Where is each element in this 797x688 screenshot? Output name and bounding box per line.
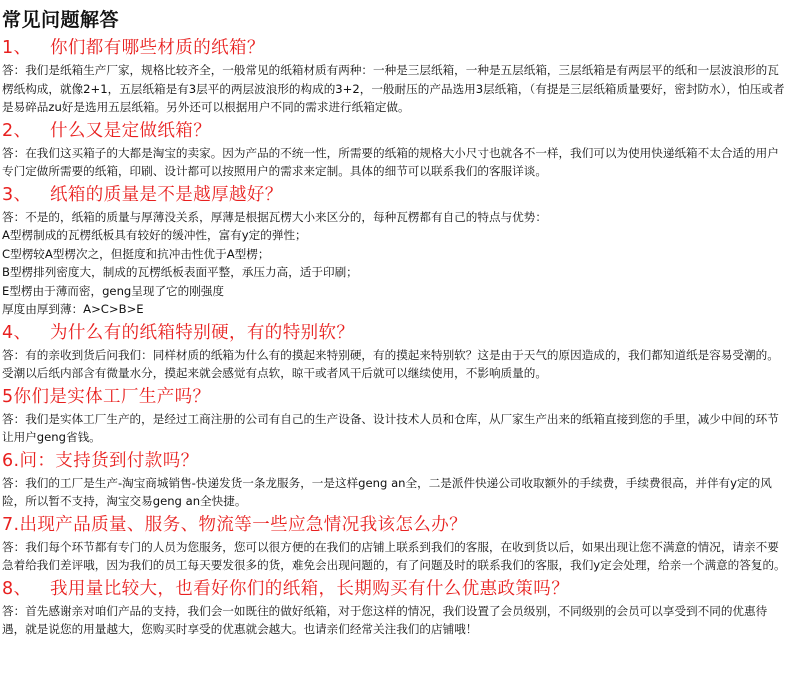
faq-answer [2, 144, 787, 181]
faq-question-number: 1、 [2, 38, 32, 58]
faq-question-number: 7. [2, 514, 20, 535]
faq-question-number: 2、 [2, 120, 32, 141]
faq-item [2, 183, 787, 319]
faq-question [2, 577, 787, 601]
faq-question-number: 4、 [2, 322, 32, 343]
page-title: 常见问题解答 [2, 9, 120, 31]
faq-list [2, 36, 787, 639]
faq-item [2, 449, 787, 511]
faq-question-number: 3、 [2, 184, 32, 205]
faq-answer [2, 602, 787, 639]
faq-item [2, 513, 787, 575]
faq-question-text: 什么又是定做纸箱？ [50, 120, 212, 141]
faq-answer-line: 答：首先感谢亲对咱们产品的支持，我们会一如既往的做好纸箱，对于您这样的情况，我们设置了会员级别，不同级别的会员可以享受到不同的优惠待遇，就是说您的用量越大，您购买时享受的优惠就会越大。也请亲们经常关注我们的店铺哦！ [2, 603, 768, 636]
faq-answer-line: 答：我们的工厂是生产-淘宝商城销售-快递发货一条龙服务，一是这样geng an全，二是派件快递公司收取额外的手续费，手续费很高，并伴有y定的风险，所以暂不支持，淘宝交易geng an全快捷。 [2, 475, 772, 508]
faq-item [2, 36, 787, 117]
faq-question-text: 出现产品质量、服务、物流等一些应急情况我该怎么办？ [19, 514, 467, 535]
faq-answer-line: 答：我们是纸箱生产厂家，规格比较齐全，一般常见的纸箱材质有两种：一种是三层纸箱，一种是五层纸箱，三层纸箱是有两层平的纸和一层波浪形的瓦楞纸构成，就像2+1，五层纸箱是有3层平的两层波浪形的构成的3+2，一般耐压的产品选用3层纸箱，（有提是三层纸箱质量要好，密封防水），怕压或者是易碎品zu好是选用五层纸箱。另外还可以根据用户不同的需求进行纸箱定做。 [2, 63, 785, 114]
faq-answer [2, 208, 787, 319]
faq-question-number: 8、 [2, 578, 32, 599]
faq-answer [2, 538, 787, 575]
faq-answer-line: B型楞排列密度大，制成的瓦楞纸板表面平整，承压力高，适于印刷； [2, 265, 358, 279]
faq-answer-line: 厚度由厚到薄：A>C>B>E [2, 302, 144, 316]
faq-question [2, 36, 787, 60]
faq-question-text: 你们都有哪些材质的纸箱？ [50, 38, 265, 58]
faq-answer-line: 答：有的亲收到货后问我们：同样材质的纸箱为什么有的摸起来特别硬，有的摸起来特别软？这是由于天气的原因造成的，我们都知道纸是容易受潮的。受潮以后纸内部含有微量水分，摸起来就会感觉有点软，晾干或者风干后就可以继续使用，不影响质量的。 [2, 347, 779, 380]
faq-answer-line: 答：不是的，纸箱的质量与厚薄没关系，厚薄是根据瓦楞大小来区分的，每种瓦楞都有自己的特点与优势： [2, 209, 547, 224]
faq-question-number: 6. [2, 450, 20, 471]
faq-item [2, 119, 787, 181]
faq-answer-line: E型楞由于薄而密，geng呈现了它的刚强度 [2, 283, 225, 298]
faq-answer [2, 474, 787, 511]
faq-answer-line: C型楞较A型楞次之，但挺度和抗冲击性优于A型楞； [2, 246, 270, 261]
faq-question [2, 119, 787, 143]
faq-answer-line: 答：在我们这买箱子的大都是淘宝的卖家。因为产品的不统一性，所需要的纸箱的规格大小尺寸也就各不一样，我们可以为使用快递纸箱不太合适的用户专门定做所需要的纸箱，印刷、设计都可以按照用户的需求来定制。具体的细节可以联系我们的客服详谈。 [2, 145, 779, 178]
faq-item [2, 577, 787, 639]
faq-question-text: 你们是实体工厂生产吗？ [13, 386, 211, 407]
faq-question [2, 513, 787, 537]
faq-question-text: 我用量比较大，也看好你们的纸箱，长期购买有什么优惠政策吗？ [50, 578, 570, 599]
faq-question [2, 321, 787, 345]
faq-question-text: 问：支持货到付款吗？ [19, 450, 199, 471]
faq-question-text: 纸箱的质量是不是越厚越好？ [50, 184, 283, 205]
faq-answer-line: 答：我们每个环节都有专门的人员为您服务，您可以很方便的在我们的店铺上联系到我们的客服，在收到货以后，如果出现让您不满意的情况，请亲不要急着给我们差评哦，因为我们的员工每天要发很多的货，难免会出现问题的，有了问题及时的联系我们的客服，我们y定会处理，给亲一个满意的答复的。 [2, 539, 786, 572]
faq-question [2, 449, 787, 473]
faq-answer-line: 答：我们是实体工厂生产的，是经过工商注册的公司有自己的生产设备、设计技术人员和仓库，从厂家生产出来的纸箱直接到您的手里，减少中间的环节让用户geng省钱。 [2, 411, 779, 444]
faq-answer [2, 346, 787, 383]
faq-question-text: 为什么有的纸箱特别硬，有的特别软？ [50, 322, 355, 343]
faq-question-number: 5 [2, 386, 14, 407]
faq-answer [2, 61, 787, 117]
faq-answer-line: A型楞制成的瓦楞纸板具有较好的缓冲性，富有y定的弹性； [2, 228, 307, 242]
faq-question [2, 385, 787, 409]
faq-answer [2, 410, 787, 447]
faq-item [2, 385, 787, 447]
faq-item [2, 321, 787, 383]
faq-question [2, 183, 787, 207]
